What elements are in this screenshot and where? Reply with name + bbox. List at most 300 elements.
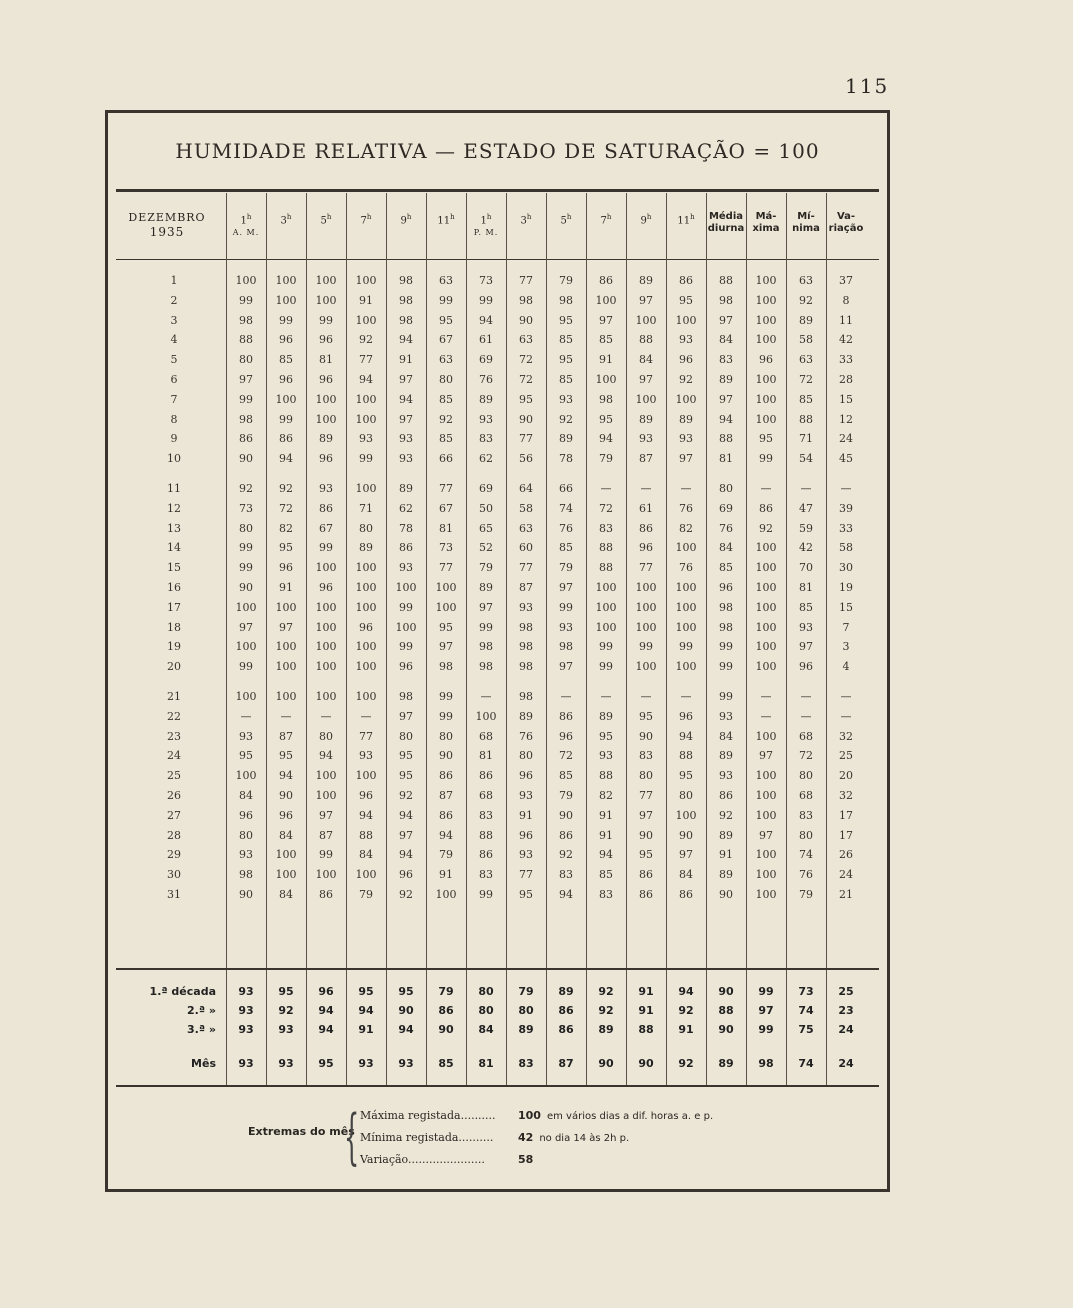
value-cell: 89 xyxy=(479,581,493,594)
day-cell: 26 xyxy=(167,789,181,802)
value-cell: 71 xyxy=(799,432,813,446)
value-cell: 100 xyxy=(275,392,297,406)
value-cell: 91 xyxy=(439,868,453,882)
summary-value: 94 xyxy=(318,1003,334,1017)
value-cell: 83 xyxy=(479,868,493,882)
value-cell: 89 xyxy=(679,412,693,426)
value-cell: 100 xyxy=(435,888,457,901)
value-cell: 100 xyxy=(355,482,377,495)
value-cell: 64 xyxy=(519,482,533,495)
summary-value: 94 xyxy=(678,984,694,998)
value-cell: 96 xyxy=(279,373,293,386)
value-cell: 94 xyxy=(479,313,493,327)
value-cell: 100 xyxy=(755,789,777,802)
value-cell: 100 xyxy=(355,313,377,327)
value-cell: 99 xyxy=(279,313,293,327)
value-cell: 99 xyxy=(319,848,333,862)
table-row xyxy=(108,617,887,638)
value-cell: 80 xyxy=(439,373,453,386)
day-cell: 12 xyxy=(167,501,181,515)
value-cell: 39 xyxy=(839,501,853,515)
summary-value: 74 xyxy=(798,1003,814,1017)
value-cell: 97 xyxy=(399,373,413,386)
value-cell: 100 xyxy=(235,600,257,614)
value-cell: 84 xyxy=(279,888,293,901)
value-cell: 86 xyxy=(759,501,773,515)
value-cell: 100 xyxy=(315,274,337,287)
header-hour-4: 9$^h$ xyxy=(400,212,412,227)
value-cell: 92 xyxy=(759,521,773,535)
value-cell: 86 xyxy=(239,432,253,446)
extremes-line: Variação...................... 58 xyxy=(360,1153,534,1166)
header-stat-3: Va- riação xyxy=(828,210,864,234)
value-cell: 96 xyxy=(759,353,773,367)
summary-value: 86 xyxy=(558,1022,574,1036)
value-cell: 67 xyxy=(439,501,453,515)
title-rule xyxy=(116,189,879,192)
value-cell: 100 xyxy=(755,848,777,862)
day-cell: 31 xyxy=(167,888,181,901)
value-cell: 87 xyxy=(439,789,453,802)
value-cell: 85 xyxy=(719,561,733,575)
summary-value: 93 xyxy=(278,1022,294,1036)
value-cell: 100 xyxy=(755,373,777,386)
value-cell: 89 xyxy=(599,709,613,723)
value-cell: 85 xyxy=(599,333,613,347)
value-cell: 100 xyxy=(275,868,297,882)
value-cell: 94 xyxy=(399,848,413,862)
header-date-cell xyxy=(108,211,226,239)
value-cell: 100 xyxy=(675,581,697,594)
summary-value: 93 xyxy=(278,1056,294,1070)
value-cell: 93 xyxy=(239,729,253,743)
value-cell: — xyxy=(760,482,772,495)
value-cell: 100 xyxy=(755,392,777,406)
value-cell: — xyxy=(320,709,332,723)
value-cell: 76 xyxy=(559,521,573,535)
value-cell: 86 xyxy=(639,888,653,901)
value-cell: 89 xyxy=(639,412,653,426)
table-row xyxy=(108,310,887,331)
value-cell: 90 xyxy=(639,729,653,743)
day-cell: 19 xyxy=(167,640,181,654)
value-cell: 100 xyxy=(315,392,337,406)
value-cell: 3 xyxy=(842,640,850,654)
value-cell: 100 xyxy=(595,600,617,614)
value-cell: — xyxy=(840,709,852,723)
value-cell: 92 xyxy=(719,808,733,822)
day-cell: 24 xyxy=(167,749,181,763)
value-cell: 20 xyxy=(839,769,853,783)
summary-value: 84 xyxy=(478,1022,494,1036)
value-cell: 95 xyxy=(239,749,253,763)
value-cell: — xyxy=(800,709,812,723)
value-cell: 95 xyxy=(559,313,573,327)
value-cell: 80 xyxy=(239,828,253,842)
value-cell: 87 xyxy=(639,452,653,466)
value-cell: 85 xyxy=(559,769,573,783)
summary-value: 91 xyxy=(638,1003,654,1017)
value-cell: 85 xyxy=(799,600,813,614)
value-cell: — xyxy=(600,482,612,495)
value-cell: 100 xyxy=(275,640,297,654)
value-cell: 98 xyxy=(719,293,733,307)
day-cell: 15 xyxy=(167,561,181,575)
day-cell: 1 xyxy=(170,274,178,287)
value-cell: 97 xyxy=(759,828,773,842)
value-cell: 94 xyxy=(439,828,453,842)
value-cell: 100 xyxy=(635,313,657,327)
summary-value: 94 xyxy=(398,1022,414,1036)
value-cell: 94 xyxy=(599,848,613,862)
summary-value: 85 xyxy=(438,1056,454,1070)
value-cell: 99 xyxy=(599,640,613,654)
value-cell: 82 xyxy=(679,521,693,535)
page-number: 115 xyxy=(845,74,890,98)
value-cell: 100 xyxy=(355,412,377,426)
value-cell: 94 xyxy=(319,749,333,763)
value-cell: 99 xyxy=(479,888,493,901)
value-cell: 91 xyxy=(599,808,613,822)
value-cell: 96 xyxy=(559,729,573,743)
value-cell: 97 xyxy=(319,808,333,822)
value-cell: 93 xyxy=(359,432,373,446)
value-cell: 96 xyxy=(519,828,533,842)
value-cell: 100 xyxy=(315,690,337,703)
value-cell: 84 xyxy=(719,729,733,743)
value-cell: 100 xyxy=(675,541,697,555)
table-row xyxy=(108,290,887,311)
table-row xyxy=(108,448,887,469)
value-cell: 100 xyxy=(395,620,417,634)
value-cell: 96 xyxy=(279,333,293,347)
value-cell: — xyxy=(480,690,492,703)
value-cell: 92 xyxy=(239,482,253,495)
value-cell: 99 xyxy=(439,709,453,723)
value-cell: 99 xyxy=(639,640,653,654)
value-cell: 96 xyxy=(319,333,333,347)
value-cell: 100 xyxy=(275,690,297,703)
table-frame xyxy=(105,110,890,1192)
value-cell: 96 xyxy=(399,868,413,882)
value-cell: 63 xyxy=(439,274,453,287)
value-cell: 30 xyxy=(839,561,853,575)
value-cell: 95 xyxy=(439,313,453,327)
value-cell: 56 xyxy=(519,452,533,466)
summary-value: 93 xyxy=(238,1003,254,1017)
day-cell: 30 xyxy=(167,868,181,882)
value-cell: 97 xyxy=(639,293,653,307)
value-cell: 92 xyxy=(399,888,413,901)
value-cell: 93 xyxy=(719,769,733,783)
value-cell: 88 xyxy=(719,432,733,446)
value-cell: 96 xyxy=(319,452,333,466)
value-cell: 77 xyxy=(519,274,533,287)
summary-value: 89 xyxy=(518,1022,534,1036)
value-cell: 100 xyxy=(395,581,417,594)
value-cell: — xyxy=(360,709,372,723)
value-cell: 69 xyxy=(479,353,493,367)
value-cell: 91 xyxy=(719,848,733,862)
summary-value: 90 xyxy=(438,1022,454,1036)
value-cell: 96 xyxy=(719,581,733,594)
value-cell: 99 xyxy=(239,392,253,406)
day-cell: 28 xyxy=(167,828,181,842)
table-row xyxy=(108,765,887,786)
value-cell: 90 xyxy=(439,749,453,763)
value-cell: 97 xyxy=(559,581,573,594)
value-cell: 61 xyxy=(479,333,493,347)
value-cell: 26 xyxy=(839,848,853,862)
value-cell: — xyxy=(760,709,772,723)
header-stat-1: Má- xima xyxy=(752,210,780,234)
value-cell: 72 xyxy=(599,501,613,515)
value-cell: 84 xyxy=(279,828,293,842)
value-cell: 68 xyxy=(479,729,493,743)
value-cell: 79 xyxy=(559,274,573,287)
value-cell: 99 xyxy=(719,640,733,654)
value-cell: 99 xyxy=(399,640,413,654)
value-cell: 100 xyxy=(355,690,377,703)
table-row xyxy=(108,785,887,806)
day-cell: 7 xyxy=(170,392,178,406)
value-cell: 99 xyxy=(239,293,253,307)
value-cell: 98 xyxy=(399,274,413,287)
value-cell: 100 xyxy=(595,620,617,634)
value-cell: 100 xyxy=(435,600,457,614)
table-row xyxy=(108,884,887,905)
summary-value: 79 xyxy=(438,984,454,998)
value-cell: 59 xyxy=(799,521,813,535)
header-hour-7: 3$^h$ xyxy=(520,212,532,227)
value-cell: 99 xyxy=(479,620,493,634)
value-cell: 94 xyxy=(399,808,413,822)
value-cell: 90 xyxy=(279,789,293,802)
value-cell: — xyxy=(760,690,772,703)
value-cell: 89 xyxy=(719,868,733,882)
value-cell: 100 xyxy=(755,620,777,634)
value-cell: 100 xyxy=(275,660,297,674)
value-cell: 91 xyxy=(599,353,613,367)
value-cell: 100 xyxy=(635,581,657,594)
value-cell: 100 xyxy=(355,769,377,783)
value-cell: 74 xyxy=(559,501,573,515)
value-cell: 12 xyxy=(839,412,853,426)
day-cell: 18 xyxy=(167,620,181,634)
value-cell: 92 xyxy=(279,482,293,495)
value-cell: 88 xyxy=(719,274,733,287)
summary-rule xyxy=(116,968,879,970)
value-cell: 97 xyxy=(399,709,413,723)
header-month: DEZEMBRO xyxy=(128,211,206,224)
summary-row xyxy=(108,1000,887,1020)
value-cell: 93 xyxy=(399,452,413,466)
value-cell: 92 xyxy=(799,293,813,307)
summary-value: 95 xyxy=(398,984,414,998)
day-cell: 16 xyxy=(167,581,181,594)
value-cell: 77 xyxy=(439,482,453,495)
summary-value: 92 xyxy=(678,1003,694,1017)
value-cell: 97 xyxy=(799,640,813,654)
value-cell: 93 xyxy=(519,789,533,802)
value-cell: 98 xyxy=(559,640,573,654)
value-cell: 100 xyxy=(315,293,337,307)
summary-value: 88 xyxy=(638,1022,654,1036)
value-cell: 98 xyxy=(519,620,533,634)
value-cell: 93 xyxy=(559,392,573,406)
value-cell: 84 xyxy=(639,353,653,367)
value-cell: 96 xyxy=(519,769,533,783)
table-row xyxy=(108,498,887,519)
value-cell: 95 xyxy=(679,769,693,783)
value-cell: 95 xyxy=(599,412,613,426)
value-cell: 85 xyxy=(559,333,573,347)
summary-value: 24 xyxy=(838,1022,854,1036)
value-cell: 97 xyxy=(679,848,693,862)
value-cell: 94 xyxy=(399,392,413,406)
value-cell: 58 xyxy=(519,501,533,515)
value-cell: 95 xyxy=(279,541,293,555)
table-row xyxy=(108,706,887,727)
value-cell: 83 xyxy=(799,808,813,822)
value-cell: 86 xyxy=(679,888,693,901)
value-cell: 99 xyxy=(759,452,773,466)
value-cell: 25 xyxy=(839,749,853,763)
value-cell: 100 xyxy=(675,660,697,674)
value-cell: 99 xyxy=(319,541,333,555)
value-cell: 83 xyxy=(639,749,653,763)
value-cell: 98 xyxy=(439,660,453,674)
value-cell: 63 xyxy=(799,353,813,367)
value-cell: 93 xyxy=(519,600,533,614)
table-row xyxy=(108,518,887,539)
value-cell: 95 xyxy=(279,749,293,763)
table-row xyxy=(108,369,887,390)
value-cell: 97 xyxy=(639,373,653,386)
value-cell: 19 xyxy=(839,581,853,594)
value-cell: 100 xyxy=(755,769,777,783)
value-cell: 96 xyxy=(279,808,293,822)
value-cell: 91 xyxy=(279,581,293,594)
day-cell: 2 xyxy=(170,293,178,307)
value-cell: 100 xyxy=(235,274,257,287)
value-cell: 90 xyxy=(239,581,253,594)
summary-value: 90 xyxy=(718,1022,734,1036)
value-cell: 85 xyxy=(559,373,573,386)
header-year: 1935 xyxy=(149,225,185,239)
day-cell: 23 xyxy=(167,729,181,743)
value-cell: 96 xyxy=(319,581,333,594)
value-cell: 100 xyxy=(755,581,777,594)
value-cell: 100 xyxy=(675,600,697,614)
summary-row xyxy=(108,1019,887,1039)
summary-value: 83 xyxy=(518,1056,534,1070)
value-cell: 91 xyxy=(359,293,373,307)
summary-value: 89 xyxy=(718,1056,734,1070)
summary-value: 87 xyxy=(558,1056,574,1070)
value-cell: 91 xyxy=(519,808,533,822)
value-cell: 93 xyxy=(319,482,333,495)
table-row xyxy=(108,409,887,430)
value-cell: 100 xyxy=(355,660,377,674)
value-cell: 86 xyxy=(439,808,453,822)
value-cell: 94 xyxy=(359,808,373,822)
table-row xyxy=(108,825,887,846)
value-cell: 100 xyxy=(355,581,377,594)
value-cell: 99 xyxy=(679,640,693,654)
value-cell: 88 xyxy=(599,561,613,575)
value-cell: — xyxy=(280,709,292,723)
value-cell: 100 xyxy=(595,293,617,307)
value-cell: — xyxy=(800,482,812,495)
value-cell: 68 xyxy=(479,789,493,802)
value-cell: 83 xyxy=(479,432,493,446)
value-cell: 71 xyxy=(359,501,373,515)
value-cell: 100 xyxy=(315,412,337,426)
value-cell: 97 xyxy=(599,313,613,327)
day-cell: 29 xyxy=(167,848,181,862)
value-cell: 79 xyxy=(799,888,813,901)
value-cell: 80 xyxy=(679,789,693,802)
value-cell: 77 xyxy=(519,561,533,575)
page-title: HUMIDADE RELATIVA — ESTADO DE SATURAÇÃO = 100 xyxy=(175,139,820,163)
value-cell: — xyxy=(840,482,852,495)
value-cell: 86 xyxy=(559,828,573,842)
value-cell: 99 xyxy=(239,541,253,555)
value-cell: 86 xyxy=(479,769,493,783)
value-cell: 69 xyxy=(719,501,733,515)
summary-label: 2.ª » xyxy=(187,1003,216,1017)
value-cell: 42 xyxy=(799,541,813,555)
summary-value: 95 xyxy=(358,984,374,998)
value-cell: 93 xyxy=(599,749,613,763)
value-cell: 97 xyxy=(439,640,453,654)
value-cell: 52 xyxy=(479,541,493,555)
value-cell: 90 xyxy=(719,888,733,901)
day-cell: 20 xyxy=(167,660,181,674)
value-cell: 93 xyxy=(519,848,533,862)
value-cell: 8 xyxy=(842,293,850,307)
header-stat-2: Mí- nima xyxy=(792,210,820,234)
value-cell: 99 xyxy=(319,313,333,327)
header-hour-0: 1$^h$ A. M. xyxy=(232,212,260,238)
value-cell: 84 xyxy=(679,868,693,882)
value-cell: 99 xyxy=(239,561,253,575)
table-row xyxy=(108,636,887,657)
value-cell: 93 xyxy=(559,620,573,634)
value-cell: 81 xyxy=(719,452,733,466)
summary-value: 90 xyxy=(718,984,734,998)
value-cell: 80 xyxy=(439,729,453,743)
value-cell: 84 xyxy=(719,333,733,347)
value-cell: 89 xyxy=(319,432,333,446)
value-cell: 99 xyxy=(359,452,373,466)
day-cell: 17 xyxy=(167,600,181,614)
value-cell: 77 xyxy=(639,789,653,802)
value-cell: 72 xyxy=(519,373,533,386)
table-row xyxy=(108,557,887,578)
summary-value: 89 xyxy=(598,1022,614,1036)
value-cell: 47 xyxy=(799,501,813,515)
value-cell: — xyxy=(680,482,692,495)
value-cell: 85 xyxy=(799,392,813,406)
value-cell: 82 xyxy=(599,789,613,802)
value-cell: 95 xyxy=(639,709,653,723)
value-cell: 85 xyxy=(279,353,293,367)
table-row xyxy=(108,349,887,370)
header-stat-0: Média diurna xyxy=(707,210,745,234)
value-cell: 97 xyxy=(239,620,253,634)
